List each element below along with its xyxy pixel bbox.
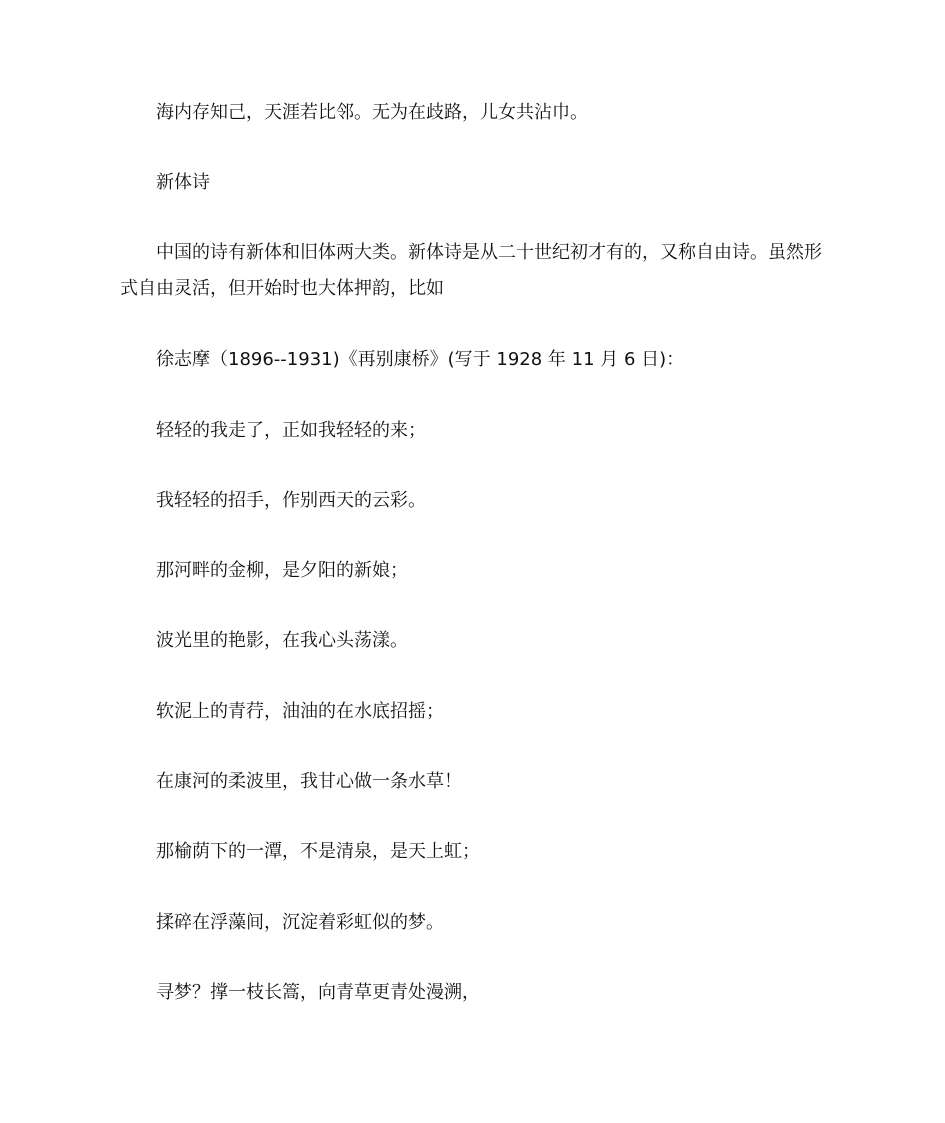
poem-line-7: 那榆荫下的一潭，不是清泉，是天上虹； [156,841,480,862]
poem-line-8: 揉碎在浮藻间，沉淀着彩虹似的梦。 [156,912,444,933]
poem-line-3: 那河畔的金柳，是夕阳的新娘； [156,560,408,581]
paragraph-new-style-poetry-intro: 中国的诗有新体和旧体两大类。新体诗是从二十世纪初才有的，又称自由诗。虽然形式自由灵活，但开始时也大体押韵，比如 [120,242,822,299]
paragraph-poem-closing-lines: 海内存知己，天涯若比邻。无为在歧路，儿女共沾巾。 [156,102,588,123]
section-heading-new-style-poetry: 新体诗 [156,172,210,193]
paragraph-poem-attribution: 徐志摩（1896--1931)《再别康桥》(写于 1928 年 11 月 6 日)： [156,349,685,370]
poem-line-6: 在康河的柔波里，我甘心做一条水草！ [156,771,462,792]
poem-line-5: 软泥上的青荇，油油的在水底招摇； [156,701,444,722]
poem-line-2: 我轻轻的招手，作别西天的云彩。 [156,490,426,511]
poem-line-9: 寻梦？撑一枝长篙，向青草更青处漫溯， [156,982,480,1003]
poem-line-4: 波光里的艳影，在我心头荡漾。 [156,630,408,651]
poem-line-1: 轻轻的我走了，正如我轻轻的来； [156,420,426,441]
